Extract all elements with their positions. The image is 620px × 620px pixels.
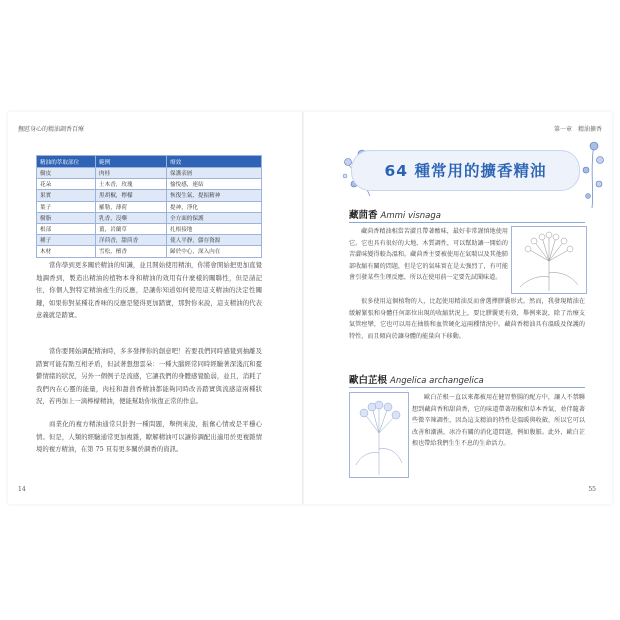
oil-entry-heading xyxy=(349,372,484,386)
table-cell: 保護表層 xyxy=(167,168,262,179)
table-cell: 使人平靜，儲存資源 xyxy=(167,235,262,246)
table-cell: 乳香，沒藥 xyxy=(96,212,167,223)
table-cell: 樹脂 xyxy=(37,212,96,223)
left-running-head: 撫慰身心的精油調香百療 xyxy=(18,126,85,133)
right-page-number: 55 xyxy=(588,486,596,493)
table-cell: 肉桂 xyxy=(96,168,167,179)
table-cell: 果實 xyxy=(37,190,96,201)
left-paragraph: 當你學到更多關於精油的知識，並且開始使用精油，你將會開始把更加直覺地調香到，製造出精油的植物本身和精油的效用有什麼樣的關聯性，但是請記住，你個人對特定精油產生的反應，是讓你知道如何使用這支精油的決定性關鍵，如果你對某種花香味的反應是變得更加踏實，那對你來說，這支精油的代表意義就是踏實。 xyxy=(36,261,262,320)
table-cell: 提神，淨化 xyxy=(167,201,262,212)
table-header-effect: 療效 xyxy=(167,156,262,168)
table-row xyxy=(37,223,262,234)
table-cell: 洋茴香，甜茴香 xyxy=(96,235,167,246)
oil-name: 藏茴香 xyxy=(349,210,378,221)
extraction-parts-table xyxy=(36,155,262,258)
table-cell: 黑胡椒，檸檬 xyxy=(96,190,167,201)
table-cell: 歸於中心，深入內在 xyxy=(167,246,262,257)
table-cell: 花朵 xyxy=(37,179,96,190)
section-title: 64 種常用的擴香精油 xyxy=(384,162,547,180)
table-cell: 薑，岩蘭草 xyxy=(96,223,167,234)
table-cell: 木材 xyxy=(37,246,96,257)
oil-entry-heading xyxy=(349,207,441,221)
page-gutter xyxy=(302,112,304,504)
right-running-head: 第一章 精油擴香 xyxy=(553,126,602,133)
table-cell: 葉子 xyxy=(37,201,96,212)
table-cell: 恢復生氣，提振精神 xyxy=(167,190,262,201)
table-row xyxy=(37,212,262,223)
table-header-part: 精油的萃取部位 xyxy=(37,156,96,168)
oil-latin-name: Angelica archangelica xyxy=(390,376,484,386)
table-cell: 愉悅感，連結 xyxy=(167,179,262,190)
heading-divider xyxy=(349,387,585,388)
table-row xyxy=(37,235,262,246)
table-row xyxy=(37,168,262,179)
floral-ornament-icon xyxy=(580,140,606,210)
table-row xyxy=(37,246,262,257)
table-row xyxy=(37,201,262,212)
oil-name: 歐白芷根 xyxy=(349,375,388,386)
table-cell: 扎根接地 xyxy=(167,223,262,234)
table-cell: 樹皮 xyxy=(37,168,96,179)
oil-description: 很多使用這個植物的人，比起使用精油反而會選擇膠囊形式。然而，我發現精油在緩解緊張和身體任何部位出現的收縮狀況上，要比膠囊更有效，舉例來說，除了治療支氣管痙攣，它也可以用在抽筋和血管硬化這兩種情況中。藏茴香精油具有溫暖及保護的特性，而且傾向於讓身體的能量向下移動。 xyxy=(349,298,585,340)
table-cell: 土木香，玫瑰 xyxy=(96,179,167,190)
table-header-row xyxy=(37,156,262,168)
table-cell: 根部 xyxy=(37,223,96,234)
section-title-banner xyxy=(351,150,580,191)
oil-description: 藏茴香精油相當苦澀且帶著酸味，最好非常謹慎地使用它。它也具有很好的大地、木質調性，可以幫助讓一開始的苦澀味變得較為溫和。藏茴香主要被使用在氣喘以及其他肺部收縮有關的問題，但是它的氣味實在是太強烈了，有可能會引發某些生理反應，所以在使用前一定要先試聞味道。 xyxy=(349,228,508,282)
left-page-number: 14 xyxy=(18,486,26,493)
table-cell: 雪松，檀香 xyxy=(96,246,167,257)
heading-divider xyxy=(349,222,585,223)
angelica-illustration-icon xyxy=(349,392,409,478)
table-row xyxy=(37,190,262,201)
table-row xyxy=(37,179,262,190)
oil-latin-name: Ammi visnaga xyxy=(380,211,441,221)
left-paragraph: 當你要開始調配精油時，多多發揮你的創意吧！若要我們同時感覺到抽離及踏實可能有點互相矛盾，但試著想想雲朵：一種大腦經常同時經驗著深淺沉和憂鬱情緒的狀況，另外一個例子是流感，它讓我們的身體感覺脆弱，並且，消耗了我們內在心靈的能量，肉桂和甜茴香精油都能夠同時改善踏實與流感這兩種狀況，若再加上一滴檸檬精油，便能幫助你恢復正常的作息。 xyxy=(36,347,262,406)
oil-description: 歐白芷根一直以來都被用在健胃整腸的配方中，讓人不禁聯想到藏茴香和甜茴香，它的味道帶著胡椒和草本香氣，並伴隨著些微辛辣調性，因為這支精油的特性是溫暖與收斂，所以它可以改善和潮濕、冰冷有關的消化道問題，例如腹脹。此外，歐白芷根也帶給我們生生不息的生命活力。 xyxy=(412,394,585,448)
left-paragraph: 商業化的複方精油通常只針對一種問題，舉例來說，振奮心情或是平穩心情。但是，人類的經驗通常更加複雜，瞭解精油可以讓你調配出適用於更複雜情境的複方精油，在第 75 頁有更多關於調香的資訊。 xyxy=(36,420,262,454)
table-header-example: 範例 xyxy=(96,156,167,168)
ammi-visnaga-illustration-icon xyxy=(511,226,587,294)
table-cell: 全方面的保護 xyxy=(167,212,262,223)
table-cell: 羅勒，薄荷 xyxy=(96,201,167,212)
table-cell: 種子 xyxy=(37,235,96,246)
